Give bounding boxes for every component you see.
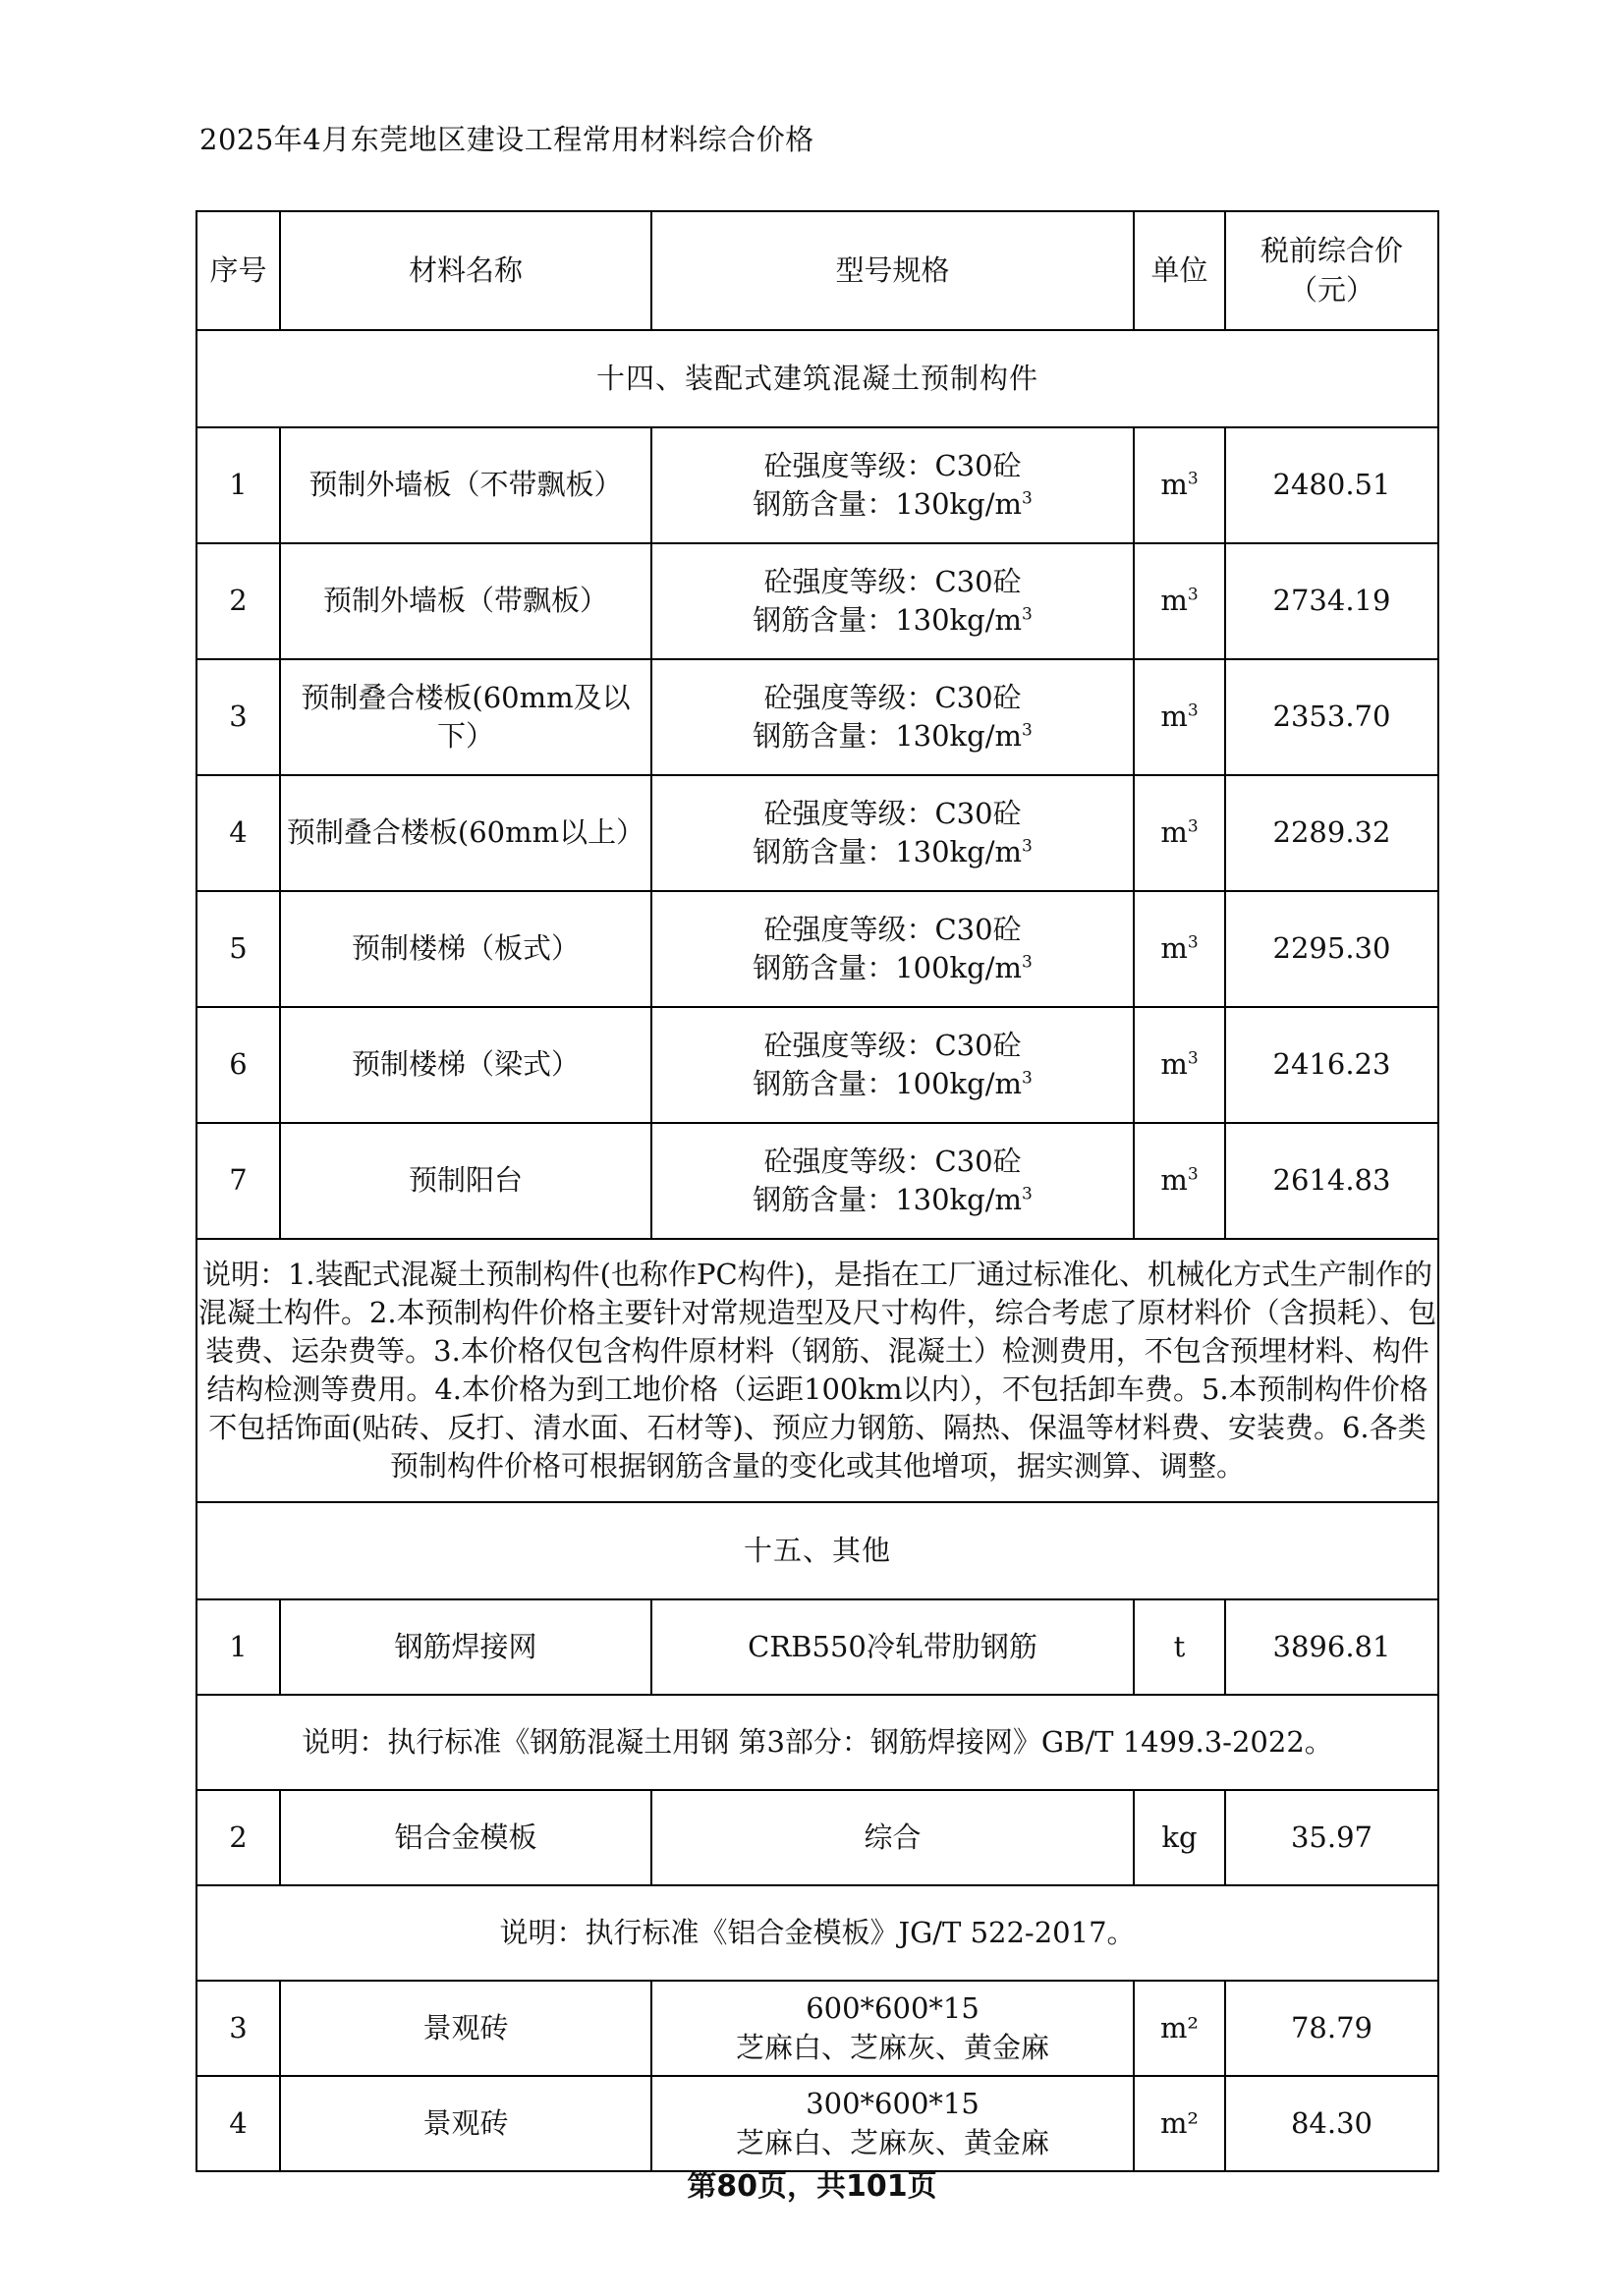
row-name: 预制叠合楼板(60mm以上）	[280, 775, 651, 891]
unit-text: m	[1160, 1163, 1188, 1198]
spec-strength: 砼强度等级：C30砼	[763, 1144, 1022, 1178]
row-spec	[651, 891, 1134, 1007]
row-unit	[1134, 775, 1225, 891]
header-name: 材料名称	[280, 211, 651, 330]
row-no: 2	[196, 543, 280, 659]
section-14-title: 十四、装配式建筑混凝土预制构件	[196, 330, 1438, 427]
document-title: 2025年4月东莞地区建设工程常用材料综合价格	[199, 123, 814, 156]
unit-text: m	[1160, 815, 1188, 850]
header-price-line2: （元）	[1288, 272, 1374, 307]
spec-rebar-sup: 3	[1021, 488, 1033, 509]
row-price: 35.97	[1225, 1790, 1438, 1885]
row-name: 景观砖	[280, 1981, 651, 2076]
spec-rebar-text: 钢筋含量：130kg/m	[753, 487, 1022, 521]
unit-text: m	[1160, 931, 1188, 966]
unit-sup: 3	[1187, 816, 1199, 837]
spec-strength: 砼强度等级：C30砼	[763, 680, 1022, 714]
section-15-note-2-row	[196, 1885, 1438, 1981]
unit-sup: 3	[1187, 469, 1199, 489]
row-no: 2	[196, 1790, 280, 1885]
table-row	[196, 1599, 1438, 1695]
table-row	[196, 427, 1438, 543]
spec-rebar-text: 钢筋含量：100kg/m	[753, 1067, 1022, 1100]
spec-rebar	[652, 833, 1133, 871]
unit-sup: 3	[1187, 585, 1199, 605]
header-price	[1225, 211, 1438, 330]
unit-sup: 3	[1187, 700, 1199, 721]
row-unit	[1134, 1123, 1225, 1239]
row-spec	[651, 427, 1134, 543]
row-no: 4	[196, 775, 280, 891]
spec-rebar	[652, 1065, 1133, 1103]
row-unit	[1134, 1007, 1225, 1123]
row-price: 2734.19	[1225, 543, 1438, 659]
spec-rebar-sup: 3	[1021, 952, 1033, 973]
section-14-note-row	[196, 1239, 1438, 1502]
row-spec: CRB550冷轧带肋钢筋	[651, 1599, 1134, 1695]
row-no: 5	[196, 891, 280, 1007]
row-unit: t	[1134, 1599, 1225, 1695]
spec-rebar-sup: 3	[1021, 1184, 1033, 1204]
section-15-title: 十五、其他	[196, 1502, 1438, 1599]
spec-strength: 砼强度等级：C30砼	[763, 796, 1022, 830]
table-row	[196, 543, 1438, 659]
header-no: 序号	[196, 211, 280, 330]
row-price: 2480.51	[1225, 427, 1438, 543]
row-spec	[651, 1123, 1134, 1239]
spec-rebar	[652, 949, 1133, 987]
spec-size: 600*600*15	[806, 1991, 980, 2026]
row-name: 铝合金模板	[280, 1790, 651, 1885]
row-unit: m²	[1134, 2076, 1225, 2171]
header-spec: 型号规格	[651, 211, 1134, 330]
row-price: 2295.30	[1225, 891, 1438, 1007]
section-14-row	[196, 330, 1438, 427]
spec-colors: 芝麻白、芝麻灰、黄金麻	[735, 2030, 1049, 2064]
table-row	[196, 775, 1438, 891]
row-price: 2614.83	[1225, 1123, 1438, 1239]
table-row	[196, 2076, 1438, 2171]
row-no: 7	[196, 1123, 280, 1239]
section-15-row	[196, 1502, 1438, 1599]
section-15-note-1: 说明：执行标准《钢筋混凝土用钢 第3部分：钢筋焊接网》GB/T 1499.3-2022。	[196, 1695, 1438, 1790]
spec-rebar-text: 钢筋含量：130kg/m	[753, 719, 1022, 753]
spec-rebar-sup: 3	[1021, 1068, 1033, 1089]
spec-strength: 砼强度等级：C30砼	[763, 1028, 1022, 1062]
row-unit: kg	[1134, 1790, 1225, 1885]
spec-rebar-text: 钢筋含量：100kg/m	[753, 951, 1022, 984]
spec-rebar	[652, 717, 1133, 756]
spec-size: 300*600*15	[806, 2087, 980, 2121]
unit-text: m	[1160, 468, 1188, 502]
section-15-note-1-row	[196, 1695, 1438, 1790]
row-no: 3	[196, 659, 280, 775]
row-price: 2289.32	[1225, 775, 1438, 891]
row-name: 预制阳台	[280, 1123, 651, 1239]
spec-strength: 砼强度等级：C30砼	[763, 912, 1022, 946]
spec-rebar	[652, 601, 1133, 640]
row-name: 预制外墙板（带飘板）	[280, 543, 651, 659]
spec-rebar-text: 钢筋含量：130kg/m	[753, 1183, 1022, 1216]
page-number: 第80页，共101页	[687, 2169, 937, 2204]
row-name: 预制楼梯（板式）	[280, 891, 651, 1007]
row-spec	[651, 1007, 1134, 1123]
row-spec	[651, 2076, 1134, 2171]
table-row	[196, 1981, 1438, 2076]
row-unit	[1134, 891, 1225, 1007]
spec-rebar-text: 钢筋含量：130kg/m	[753, 835, 1022, 868]
unit-sup: 3	[1187, 1164, 1199, 1185]
spec-rebar-sup: 3	[1021, 604, 1033, 625]
spec-rebar-sup: 3	[1021, 836, 1033, 857]
table-row	[196, 891, 1438, 1007]
row-price: 3896.81	[1225, 1599, 1438, 1695]
row-price: 84.30	[1225, 2076, 1438, 2171]
unit-text: m	[1160, 584, 1188, 618]
header-unit: 单位	[1134, 211, 1225, 330]
row-unit	[1134, 659, 1225, 775]
table-row	[196, 1790, 1438, 1885]
section-15-note-2: 说明：执行标准《铝合金模板》JG/T 522-2017。	[196, 1885, 1438, 1981]
row-name: 钢筋焊接网	[280, 1599, 651, 1695]
table-row	[196, 659, 1438, 775]
row-no: 1	[196, 1599, 280, 1695]
row-spec	[651, 543, 1134, 659]
row-no: 4	[196, 2076, 280, 2171]
row-price: 2416.23	[1225, 1007, 1438, 1123]
row-unit	[1134, 543, 1225, 659]
unit-sup: 3	[1187, 1048, 1199, 1069]
row-name: 预制楼梯（梁式）	[280, 1007, 651, 1123]
table-row	[196, 1123, 1438, 1239]
row-name: 景观砖	[280, 2076, 651, 2171]
row-no: 6	[196, 1007, 280, 1123]
price-table	[196, 210, 1439, 2172]
row-price: 78.79	[1225, 1981, 1438, 2076]
row-spec	[651, 1981, 1134, 2076]
unit-text: m	[1160, 1047, 1188, 1082]
unit-sup: 3	[1187, 932, 1199, 953]
spec-rebar	[652, 485, 1133, 524]
spec-rebar	[652, 1181, 1133, 1219]
spec-rebar-sup: 3	[1021, 720, 1033, 741]
row-spec	[651, 775, 1134, 891]
row-no: 1	[196, 427, 280, 543]
table-row	[196, 1007, 1438, 1123]
row-spec	[651, 659, 1134, 775]
table-header-row	[196, 211, 1438, 330]
row-no: 3	[196, 1981, 280, 2076]
row-spec: 综合	[651, 1790, 1134, 1885]
section-14-note: 说明：1.装配式混凝土预制构件(也称作PC构件)，是指在工厂通过标准化、机械化方式生产制作的混凝土构件。2.本预制构件价格主要针对常规造型及尺寸构件，综合考虑了原材料价（含损耗）、包装费、运杂费等。3.本价格仅包含构件原材料（钢筋、混凝土）检测费用，不包含预埋材料、构件结构检测等费用。4.本价格为到工地价格（运距100km以内），不包括卸车费。5.本预制构件价格不包括饰面(贴砖、反打、清水面、石材等)、预应力钢筋、隔热、保温等材料费、安装费。6.各类预制构件价格可根据钢筋含量的变化或其他增项，据实测算、调整。	[196, 1239, 1438, 1502]
spec-colors: 芝麻白、芝麻灰、黄金麻	[735, 2125, 1049, 2159]
spec-rebar-text: 钢筋含量：130kg/m	[753, 603, 1022, 637]
spec-strength: 砼强度等级：C30砼	[763, 448, 1022, 482]
header-price-line1: 税前综合价	[1260, 234, 1403, 268]
row-name: 预制外墙板（不带飘板）	[280, 427, 651, 543]
row-price: 2353.70	[1225, 659, 1438, 775]
unit-text: m	[1160, 700, 1188, 734]
row-unit	[1134, 427, 1225, 543]
row-unit: m²	[1134, 1981, 1225, 2076]
row-name: 预制叠合楼板(60mm及以下）	[280, 659, 651, 775]
spec-strength: 砼强度等级：C30砼	[763, 564, 1022, 598]
